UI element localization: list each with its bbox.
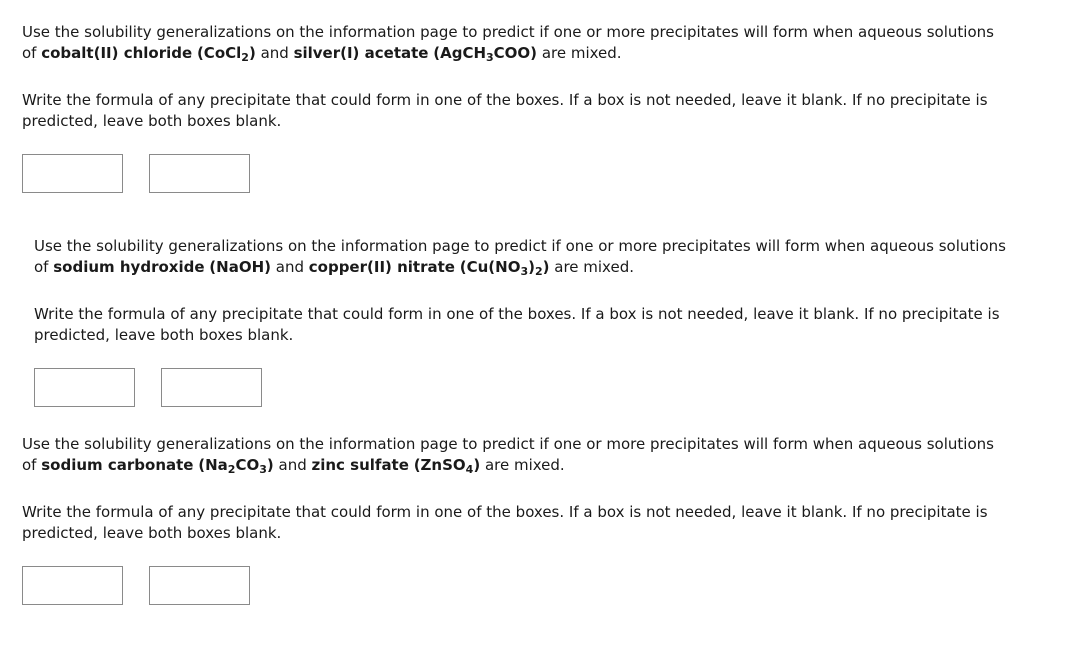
question-instructions: Write the formula of any precipitate that could form in one of the boxes. If a box is not needed, leave it blank. If no precipitate is predicted, leave both boxes blank. bbox=[22, 503, 988, 542]
reactant-1-formula: $(Na_2CO_3)$ bbox=[198, 456, 274, 476]
reactant-2-formula: (AgCH$_3$COO) bbox=[433, 44, 538, 64]
reactant-1-name: sodium carbonate bbox=[41, 456, 194, 474]
question-1 bbox=[22, 22, 1012, 193]
question-3 bbox=[22, 434, 1012, 605]
answer-boxes bbox=[22, 154, 1012, 193]
prompt-intro: Use the solubility generalizations on the information page to predict if one or more precipitates will form when aqueous solutions of bbox=[22, 23, 994, 62]
reactant-1-formula: (NaOH) bbox=[209, 258, 271, 276]
question-prompt: Use the solubility generalizations on the information page to predict if one or more precipitates will form when aqueous solutions of sodium hydroxide (NaOH) and copper(II) nitrate $(Cu(NO_3)_2)$ are mixed. bbox=[34, 237, 1006, 278]
question-prompt: Use the solubility generalizations on the information page to predict if one or more precipitates will form when aqueous solutions of sodium carbonate $(Na_2CO_3)$ and zinc sulfate (ZnSO$_4$) are mixed. bbox=[22, 435, 994, 476]
prompt-intro: Use the solubility generalizations on the information page to predict if one or more precipitates will form when aqueous solutions of bbox=[34, 237, 1006, 276]
reactant-1-name: cobalt(II) chloride bbox=[41, 44, 193, 62]
reactant-2-name: copper(II) nitrate bbox=[308, 258, 455, 276]
precipitate-answer-box-2[interactable] bbox=[161, 368, 262, 407]
reactant-2-name: silver(I) acetate bbox=[293, 44, 429, 62]
reactant-1-formula: (CoCl$_2$) bbox=[196, 44, 256, 64]
question-2 bbox=[34, 236, 1024, 407]
precipitate-answer-box-2[interactable] bbox=[149, 154, 250, 193]
question-prompt: Use the solubility generalizations on the information page to predict if one or more precipitates will form when aqueous solutions of cobalt(II) chloride (CoCl$_2$) and silver(I) acetate (AgCH$_3$COO) are mixed. bbox=[22, 23, 994, 64]
reactant-1-name: sodium hydroxide bbox=[53, 258, 205, 276]
reactant-2-formula: (ZnSO$_4$) bbox=[413, 456, 481, 476]
answer-boxes bbox=[34, 368, 1024, 407]
reactant-2-formula: $(Cu(NO_3)_2)$ bbox=[459, 258, 550, 278]
precipitate-answer-box-1[interactable] bbox=[22, 154, 123, 193]
precipitate-answer-box-1[interactable] bbox=[22, 566, 123, 605]
question-instructions: Write the formula of any precipitate that could form in one of the boxes. If a box is not needed, leave it blank. If no precipitate is predicted, leave both boxes blank. bbox=[22, 91, 988, 130]
question-instructions: Write the formula of any precipitate that could form in one of the boxes. If a box is not needed, leave it blank. If no precipitate is predicted, leave both boxes blank. bbox=[34, 305, 1000, 344]
precipitate-answer-box-2[interactable] bbox=[149, 566, 250, 605]
answer-boxes bbox=[22, 566, 1012, 605]
precipitate-answer-box-1[interactable] bbox=[34, 368, 135, 407]
reactant-2-name: zinc sulfate bbox=[311, 456, 409, 474]
prompt-intro: Use the solubility generalizations on the information page to predict if one or more precipitates will form when aqueous solutions of bbox=[22, 435, 994, 474]
